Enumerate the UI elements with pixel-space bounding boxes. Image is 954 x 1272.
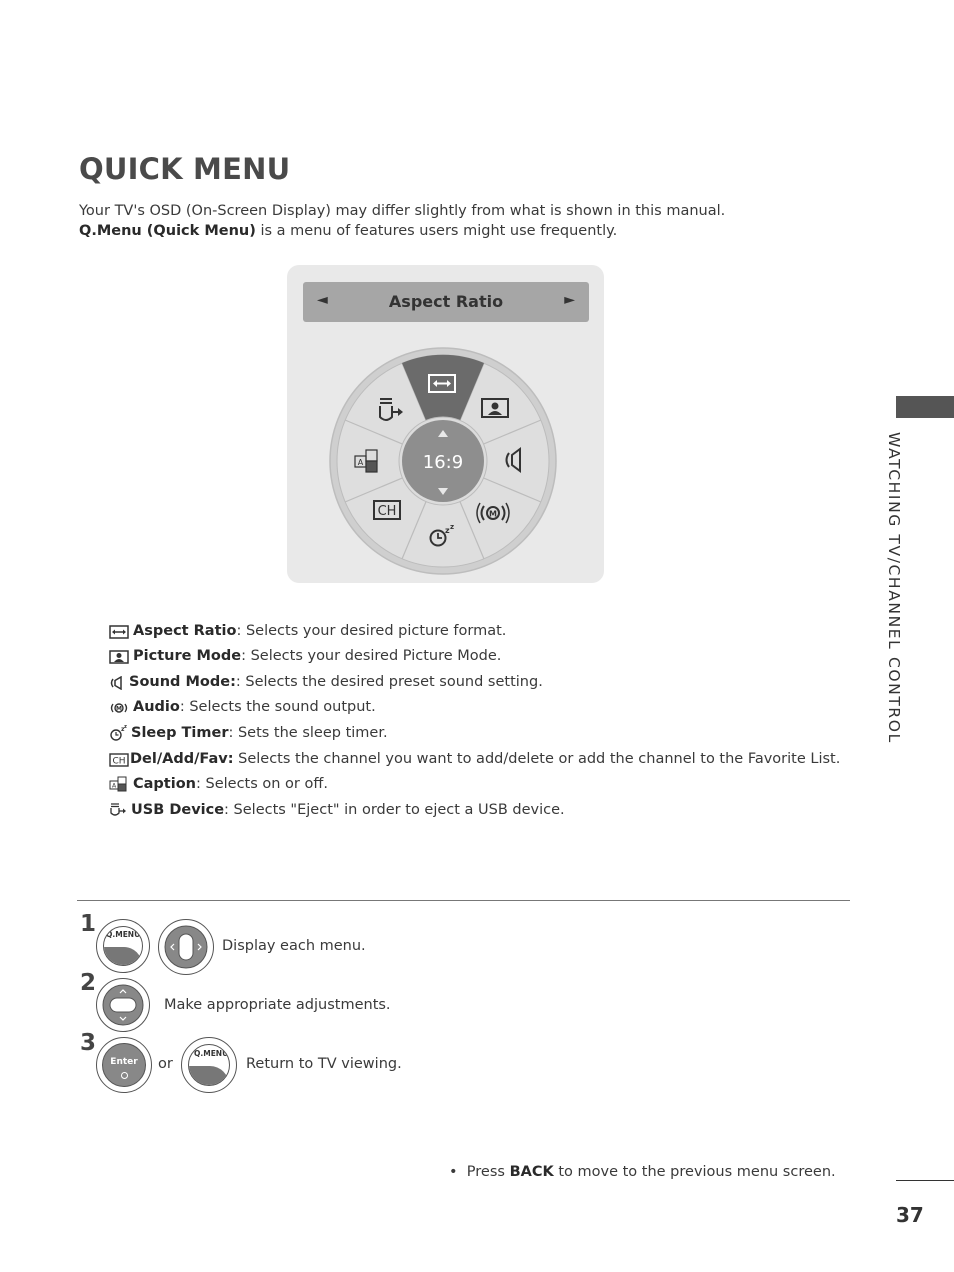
intro-text-2 (79, 223, 617, 239)
audio-icon (109, 701, 129, 715)
intro-text: Your TV's OSD (On-Screen Display) may differ slightly from what is shown in this manual. (79, 203, 726, 219)
qmenu-button-label: Q.MENU (194, 1049, 229, 1058)
feature-desc: : Selects the desired preset sound setting. (235, 674, 543, 690)
step-number: 3 (80, 1030, 97, 1056)
sleep-timer-icon (109, 725, 127, 741)
channel-icon[interactable] (374, 501, 400, 519)
back-key-label: BACK (509, 1164, 554, 1180)
left-right-icon (159, 920, 213, 974)
qmenu-button[interactable] (181, 1037, 237, 1093)
feature-audio (109, 697, 376, 717)
osd-bar-label: Aspect Ratio (388, 292, 504, 311)
svg-text:z: z (124, 725, 127, 730)
feature-name: Sound Mode: (129, 674, 236, 690)
note-post: to move to the previous menu screen. (553, 1164, 836, 1180)
navigation-left-right-button[interactable] (158, 919, 214, 975)
or-text: or (158, 1056, 173, 1072)
footer-divider (896, 1180, 954, 1181)
svg-text:A: A (357, 458, 364, 467)
navigation-up-down-button[interactable] (96, 978, 150, 1032)
feature-caption (109, 774, 328, 794)
back-note (449, 1164, 836, 1180)
step-3-text: Return to TV viewing. (246, 1056, 402, 1072)
channel-icon (109, 753, 129, 767)
feature-desc: : Selects "Eject" in order to eject a USB device. (224, 802, 565, 818)
step-2-text: Make appropriate adjustments. (164, 997, 391, 1013)
osd-title-bar (303, 282, 589, 322)
feature-desc: : Selects your desired Picture Mode. (241, 648, 502, 664)
chapter-label (885, 432, 915, 744)
feature-desc: Selects the channel you want to add/delete or add the channel to the Favorite List. (233, 751, 841, 767)
feature-name: Audio (133, 699, 180, 715)
up-down-icon (97, 979, 149, 1031)
svg-text:CH: CH (377, 504, 397, 519)
feature-desc: : Selects the sound output. (179, 699, 376, 715)
page-title: QUICK MENU (79, 152, 291, 186)
left-arrow-icon[interactable]: ◄ (317, 292, 328, 308)
feature-desc: : Selects on or off. (196, 776, 328, 792)
feature-name: Aspect Ratio (133, 623, 237, 639)
picture-mode-icon (109, 650, 129, 664)
chapter-label-text: WATCHING TV/CHANNEL CONTROL (885, 432, 903, 744)
svg-text:z: z (445, 526, 450, 535)
enter-button-label: Enter (110, 1057, 138, 1067)
svg-text:z: z (121, 726, 125, 733)
page-number: 37 (896, 1203, 924, 1227)
feature-desc: : Sets the sleep timer. (228, 725, 388, 741)
feature-name: Picture Mode (133, 648, 242, 664)
note-pre: Press (466, 1164, 510, 1180)
svg-text:A: A (111, 782, 117, 790)
quick-menu-wheel (328, 345, 558, 577)
chapter-tab (896, 396, 954, 418)
qmenu-term: Q.Menu (Quick Menu) (79, 223, 256, 239)
bullet: • (449, 1164, 458, 1180)
feature-picture-mode (109, 646, 501, 666)
sound-mode-icon (109, 676, 125, 690)
usb-device-icon (109, 802, 127, 818)
feature-name: Caption (133, 776, 196, 792)
qmenu-button[interactable] (96, 919, 150, 973)
step-number: 2 (80, 970, 97, 996)
svg-text:CH: CH (112, 756, 126, 767)
feature-sound-mode (109, 672, 543, 692)
step-1-text: Display each menu. (222, 938, 366, 954)
feature-sleep-timer (109, 723, 388, 743)
right-arrow-icon[interactable]: ► (564, 292, 575, 308)
feature-name: Del/Add/Fav: (130, 751, 234, 767)
feature-del-add-fav (109, 749, 840, 769)
svg-text:M: M (116, 705, 122, 713)
feature-name: Sleep Timer (131, 725, 229, 741)
aspect-ratio-icon (109, 625, 129, 639)
svg-text:z: z (450, 523, 455, 531)
feature-usb-device (109, 800, 565, 820)
center-value: 16:9 (422, 452, 464, 473)
step-number: 1 (80, 911, 97, 937)
enter-button[interactable] (96, 1037, 152, 1093)
svg-text:M: M (489, 509, 497, 519)
qmenu-description: is a menu of features users might use frequently. (255, 223, 618, 239)
qmenu-button-label: Q.MENU (106, 930, 141, 939)
caption-icon (109, 776, 129, 792)
feature-desc: : Selects your desired picture format. (236, 623, 507, 639)
feature-aspect-ratio (109, 621, 506, 641)
feature-name: USB Device (131, 802, 225, 818)
section-divider (77, 900, 850, 901)
